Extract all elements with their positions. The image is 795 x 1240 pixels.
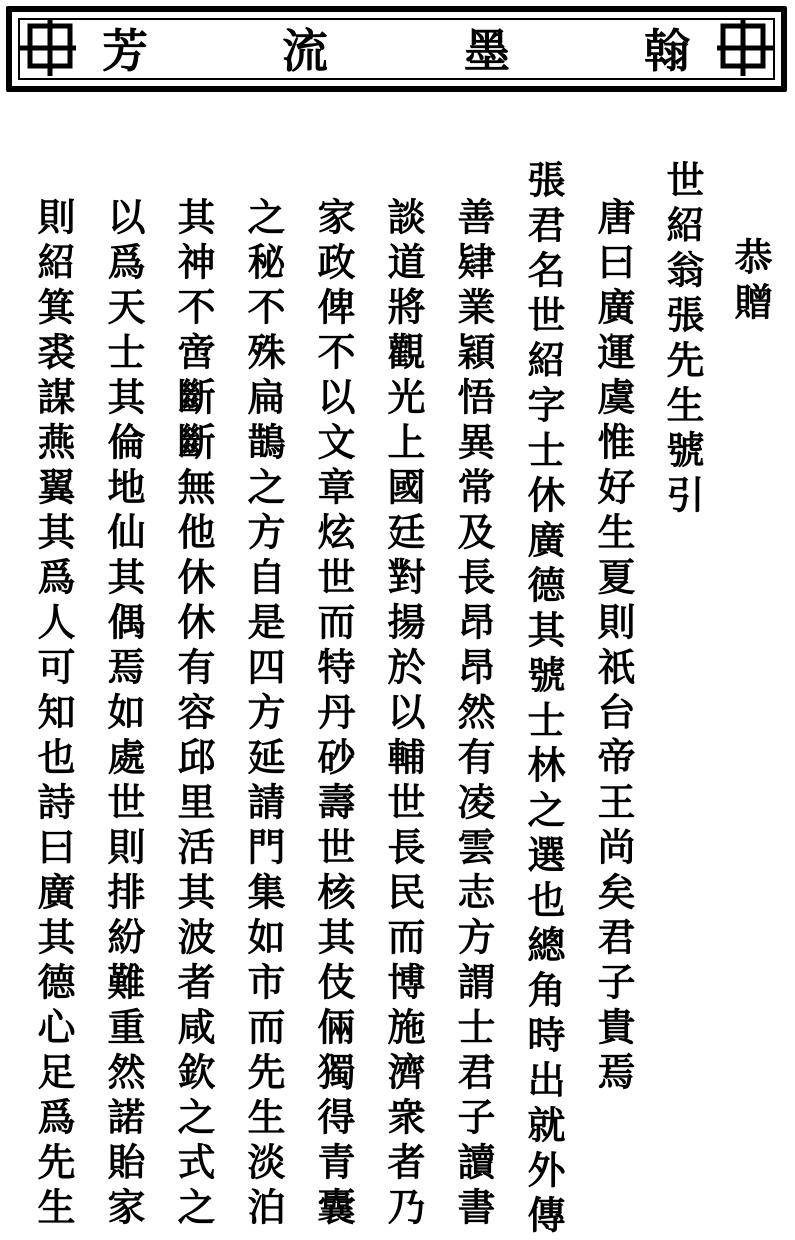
fret-ornament-right-icon xyxy=(711,16,775,80)
text-column-7: 其神不啻斷斷無他休休有容邱里活其波者咸欽之式之 xyxy=(171,197,216,1232)
text-column-8: 以爲天士其倫地仙其偶焉如處世則排紛難重然諾貽家 xyxy=(101,197,146,1232)
title-char-2: 流 xyxy=(282,24,328,78)
text-column-2: 張君名世紹字士休廣德其號士林之選也總角時出就外傳 xyxy=(521,160,566,1240)
title-char-4: 翰 xyxy=(644,24,690,78)
text-column-3: 善肄業穎悟異常及長昂昂然有凌雲志方謂士君子讀書 xyxy=(451,197,496,1232)
text-column-4: 談道將觀光上國廷對揚於以輔世長民而博施濟衆者乃 xyxy=(381,197,426,1232)
text-column-9: 則紹箕裘謀燕翼其爲人可知也詩曰廣其德心足爲先生 xyxy=(31,197,76,1232)
text-column-1: 唐曰廣運虞惟好生夏則祇台帝王尚矣君子貴焉 xyxy=(591,197,636,1097)
fret-ornament-left-icon xyxy=(18,16,82,80)
title-banner xyxy=(6,6,787,92)
text-column-6: 之秘不殊扁鵲之方自是四方延請門集如市而先生淡泊 xyxy=(241,197,286,1232)
heading-column: 恭贈 xyxy=(728,237,773,327)
title-char-1: 芳 xyxy=(102,24,148,78)
text-column-5: 家政俾不以文章炫世而特丹砂壽世核其伎倆獨得青囊 xyxy=(311,197,356,1232)
title-char-3: 墨 xyxy=(464,24,510,78)
subject-column: 世紹翁張先生號引 xyxy=(660,160,705,520)
